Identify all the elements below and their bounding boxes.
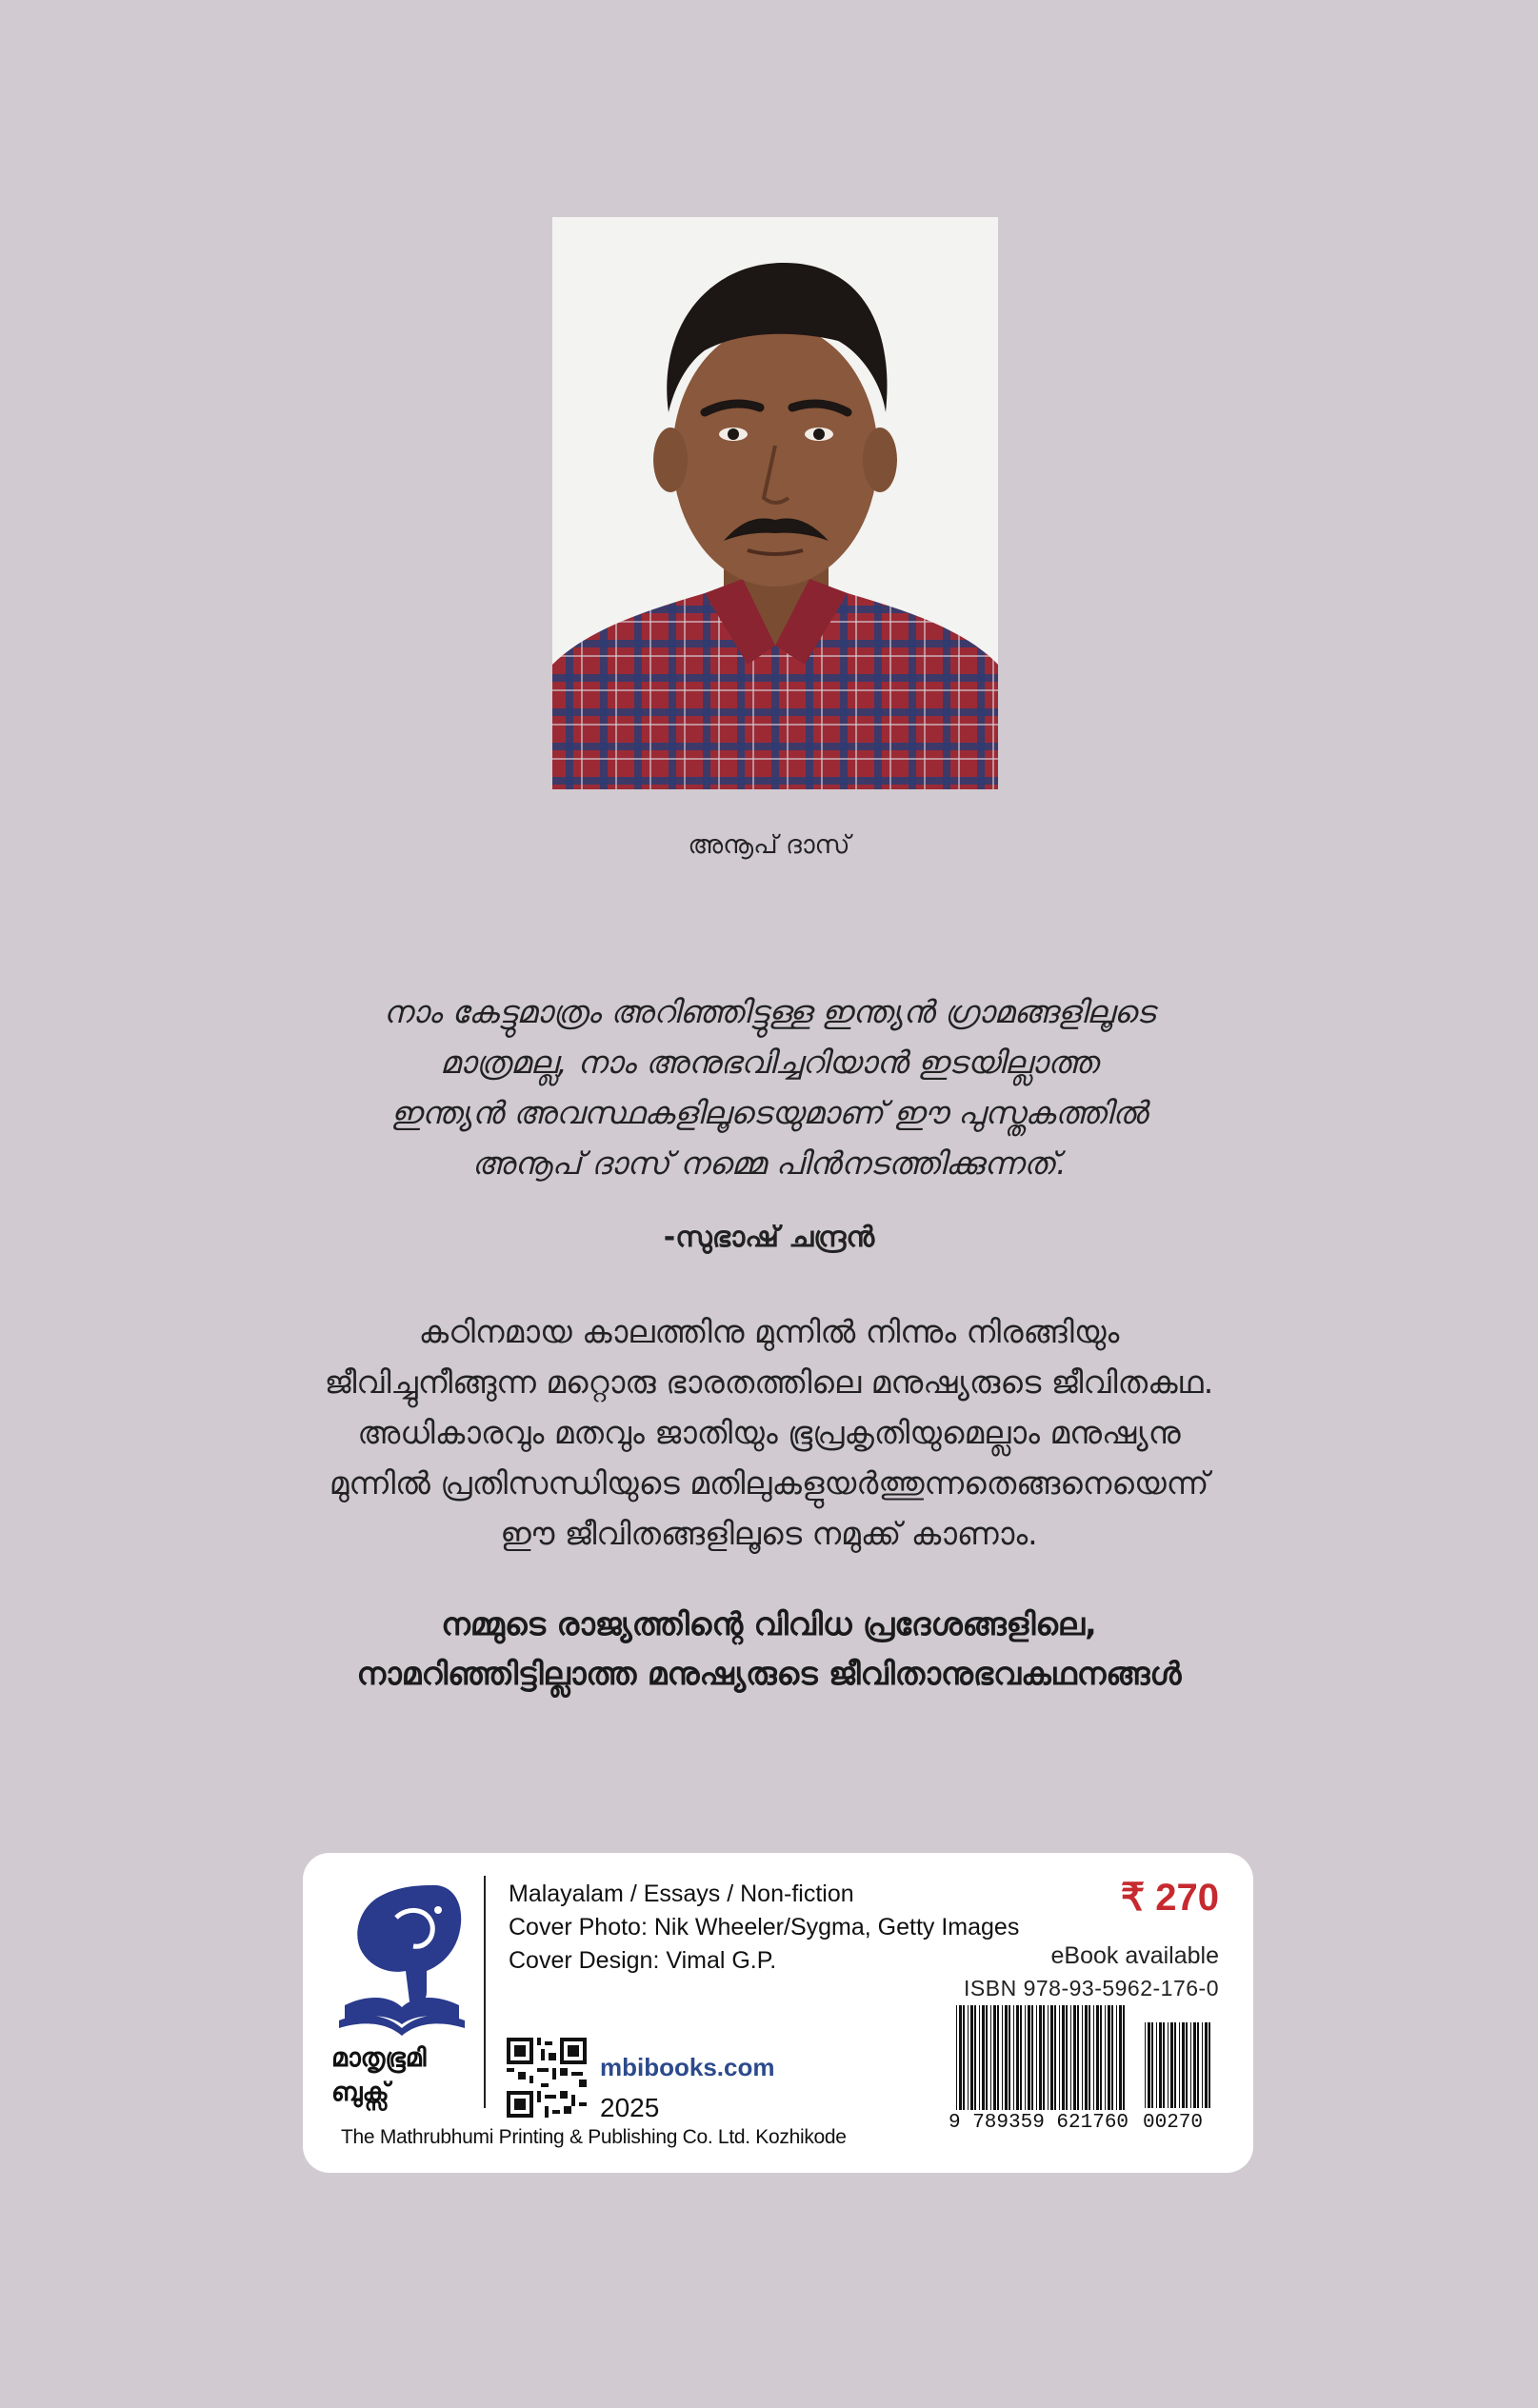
book-price: ₹ 270	[1120, 1877, 1219, 1919]
publication-year: 2025	[600, 2093, 660, 2122]
barcode-digits-addon: 00270	[1143, 2112, 1204, 2134]
description-line: കഠിനമായ കാലത്തിനു മുന്നിൽ നിന്നും നിരങ്ങിയും	[418, 1313, 1120, 1350]
elephant-book-logo-icon	[339, 1880, 465, 2041]
logo-text-line: മാതൃഭൂമി	[331, 2043, 427, 2073]
book-description	[0, 1306, 1538, 1559]
quote-line: ഇന്ത്യൻ അവസ്ഥകളിലൂടെയുമാണ് ഈ പുസ്തകത്തിൽ	[390, 1094, 1148, 1131]
quote-attribution: -സുഭാഷ് ചന്ദ്രൻ	[663, 1221, 875, 1254]
publisher-logo-text	[331, 2041, 484, 2110]
quote-line: നാം കേട്ടുമാത്രം അറിഞ്ഞിട്ടുള്ള ഇന്ത്യൻ ഗ്രാമങ്ങളിലൂടെ	[383, 993, 1155, 1030]
book-tagline	[0, 1600, 1538, 1699]
author-name-caption: അനൂപ് ദാസ്	[688, 830, 850, 860]
ebook-availability: eBook available	[1050, 1942, 1219, 1969]
barcode-addon-icon	[1145, 2022, 1213, 2108]
tagline-line: നാമറിഞ്ഞിട്ടില്ലാത്ത മനുഷ്യരുടെ ജീവിതാനുഭവകഥനങ്ങൾ	[356, 1655, 1182, 1692]
cover-photo-credit: Cover Photo: Nik Wheeler/Sygma, Getty Images	[509, 1914, 1020, 1940]
description-line: അധികാരവും മതവും ജാതിയും ഭൂപ്രകൃതിയുമെല്ലാം മനുഷ്യനു	[357, 1414, 1181, 1451]
barcode-digits-main: 9 789359 621760	[949, 2112, 1129, 2134]
description-line: ജീവിച്ചുനീങ്ങുന്ന മറ്റൊരു ഭാരതത്തിലെ മനുഷ്യരുടെ ജീവിതകഥ.	[324, 1363, 1214, 1401]
barcode-main-icon	[956, 2005, 1128, 2110]
blurb-quote	[0, 986, 1538, 1188]
publisher-info-box	[303, 1853, 1253, 2173]
publisher-address: The Mathrubhumi Printing & Publishing Co. Ltd. Kozhikode	[341, 2126, 847, 2148]
divider	[484, 1876, 486, 2108]
qr-code-icon	[507, 2038, 587, 2118]
isbn-number: ISBN 978-93-5962-176-0	[964, 1976, 1219, 2000]
logo-text-line: ബുക്സ്	[331, 2078, 389, 2107]
category-label: Malayalam / Essays / Non-fiction	[509, 1881, 854, 1907]
tagline-line: നമ്മുടെ രാജ്യത്തിന്റെ വിവിധ പ്രദേശങ്ങളിലെ,	[441, 1605, 1097, 1642]
book-metadata	[509, 1878, 1019, 1978]
quote-line: മാത്രമല്ല, നാം അനുഭവിച്ചറിയാൻ ഇടയില്ലാത്ത	[440, 1044, 1098, 1081]
author-photo	[552, 217, 998, 789]
quote-line: അനൂപ് ദാസ് നമ്മെ പിൻനടത്തിക്കുന്നത്.	[471, 1144, 1067, 1182]
publisher-website: mbibooks.com	[600, 2053, 775, 2081]
description-line: മുന്നിൽ പ്രതിസന്ധിയുടെ മതിലുകളുയർത്തുന്നതെങ്ങനെയെന്ന്	[329, 1464, 1209, 1502]
cover-design-credit: Cover Design: Vimal G.P.	[509, 1947, 777, 1974]
isbn-barcode	[949, 2005, 1221, 2139]
description-line: ഈ ജീവിതങ്ങളിലൂടെ നമുക്ക് കാണാം.	[500, 1515, 1038, 1552]
